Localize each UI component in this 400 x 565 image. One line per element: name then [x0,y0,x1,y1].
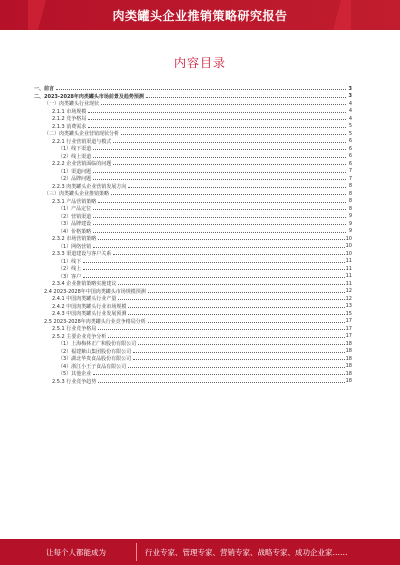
toc-entry-page: 12 [345,295,352,302]
toc-entry-page: 5 [348,123,352,130]
toc-entry[interactable] [34,370,352,378]
toc-entry-page: 18 [345,370,352,377]
toc-leader-dots [128,187,346,188]
toc-entry[interactable] [34,183,352,191]
footer-slogan-left: 让每个人都能成为 [46,548,106,557]
toc-entry[interactable] [34,115,352,123]
toc-entry-title: （4）浙江小王子食品有限公司 [58,363,127,370]
toc-leader-dots [138,344,344,345]
toc-entry[interactable] [34,145,352,153]
toc-entry[interactable] [34,93,352,101]
toc-entry-page: 18 [345,340,352,347]
toc-entry[interactable] [34,310,352,318]
toc-entry-page: 15 [345,310,352,317]
toc-entry-title: （2）线上 [58,266,82,273]
toc-entry-page: 8 [348,190,352,197]
toc-entry[interactable] [34,243,352,251]
toc-entry-page: 18 [345,355,352,362]
toc-entry-title: 2.1.3 消费需求 [52,123,87,130]
toc-entry-title: 2.1.2 竞争格局 [52,116,87,123]
toc-leader-dots [83,277,344,278]
toc-entry-title: （2）营销渠道 [58,213,92,220]
toc-entry-title: （3）客户 [58,273,82,280]
toc-entry[interactable] [34,333,352,341]
toc-heading: 内容目录 [173,56,226,70]
toc-entry-title: 2.1.1 市场规模 [52,108,87,115]
toc-leader-dots [93,217,346,218]
toc-leader-dots [93,374,344,375]
toc-entry-page: 6 [348,138,352,145]
toc-leader-dots [148,322,345,323]
toc-leader-dots [93,247,344,248]
toc-entry-title: 一、前言 [34,86,55,93]
toc-entry-page: 9 [348,228,352,235]
toc-entry-page: 11 [345,258,352,265]
toc-entry[interactable] [34,378,352,386]
toc-leader-dots [93,224,346,225]
toc-leader-dots [146,97,346,98]
toc-entry-title: 2.3.3 渠道建设与客户关系 [52,251,112,258]
toc-leader-dots [93,232,346,233]
toc-entry-page: 4 [348,100,352,107]
toc-entry-title: （2）品牌问题 [58,176,92,183]
toc-entry-title: 二、2023-2028年肉类罐头市场前景及趋势预测 [34,93,144,100]
toc-entry-page: 10 [345,243,352,250]
toc-leader-dots [98,382,344,383]
toc-entry[interactable] [34,205,352,213]
toc-leader-dots [88,112,346,113]
toc-entry-title: （2）福建紫山集团股份有限公司 [58,348,132,355]
toc-entry-title: 2.4.3 中国肉类罐头行业发展预测 [52,311,127,318]
toc-entry[interactable] [34,228,352,236]
toc-entry-page: 7 [348,175,352,182]
toc-entry-title: 2.2.3 肉类罐头企业营销发展方向 [52,183,127,190]
toc-entry-page: 5 [348,130,352,137]
toc-entry[interactable] [34,348,352,356]
toc-leader-dots [93,172,346,173]
toc-entry-page: 10 [345,235,352,242]
toc-entry[interactable] [34,318,352,326]
toc-entry-title: （4）价格策略 [58,228,92,235]
toc-leader-dots [133,352,344,353]
toc-entry-title: 2.3.4 企业推销策略实施建议 [52,281,117,288]
toc-entry-page: 6 [348,153,352,160]
toc-entry-page: 11 [345,273,352,280]
toc-entry[interactable] [34,123,352,131]
toc-entry-title: （2）线上渠道 [58,153,92,160]
toc-entry-title: （3）品牌建设 [58,221,92,228]
toc-entry[interactable] [34,168,352,176]
toc-entry-page: 17 [345,318,352,325]
footer-divider [136,543,137,561]
toc-entry-title: （1）产品定位 [58,206,92,213]
toc-entry-page: 17 [345,325,352,332]
toc-leader-dots [118,299,344,300]
toc-entry[interactable] [34,108,352,116]
toc-leader-dots [83,269,344,270]
toc-entry[interactable] [34,175,352,183]
toc-entry-page: 13 [345,303,352,310]
toc-leader-dots [148,292,345,293]
toc-entry-title: 2.2.2 企业营销面临的问题 [52,161,112,168]
toc-entry[interactable] [34,235,352,243]
toc-entry-page: 3 [348,85,352,92]
toc-entry-page: 9 [348,213,352,220]
toc-entry[interactable] [34,340,352,348]
toc-entry[interactable] [34,303,352,311]
toc-entry[interactable] [34,198,352,206]
toc-leader-dots [118,284,344,285]
toc-entry-title: （一）肉类罐头行业现状 [44,101,100,108]
toc-entry-page: 6 [348,145,352,152]
toc-entry[interactable] [34,130,352,138]
toc-entry-page: 18 [345,348,352,355]
toc-leader-dots [98,239,344,240]
toc-leader-dots [108,337,344,338]
toc-entry[interactable] [34,288,352,296]
toc-entry[interactable] [34,265,352,273]
report-title: 肉类罐头企业推销策略研究报告 [112,9,288,23]
toc-leader-dots [133,359,344,360]
toc-leader-dots [113,164,346,165]
toc-leader-dots [98,202,346,203]
toc-entry[interactable] [34,213,352,221]
table-of-contents [34,85,352,385]
toc-entry[interactable] [34,273,352,281]
toc-entry-title: （1）线下渠道 [58,146,92,153]
toc-entry-title: （1）线下 [58,258,82,265]
toc-leader-dots [88,127,346,128]
toc-entry[interactable] [34,363,352,371]
toc-entry[interactable] [34,100,352,108]
toc-entry[interactable] [34,280,352,288]
toc-entry-title: （1）渠道问题 [58,168,92,175]
toc-entry[interactable] [34,85,352,93]
toc-leader-dots [56,89,346,90]
toc-entry-page: 8 [348,205,352,212]
toc-leader-dots [128,314,344,315]
toc-leader-dots [121,134,346,135]
toc-entry-page: 4 [348,108,352,115]
toc-entry-title: （1）网络营销 [58,243,92,250]
toc-leader-dots [93,149,346,150]
toc-leader-dots [128,367,344,368]
footer-slogan-right: 行业专家、管理专家、营销专家、战略专家、成功企业家…… [145,548,348,557]
toc-entry-title: （二）肉类罐头企业营销现状分析 [44,131,120,138]
toc-entry-page: 17 [345,333,352,340]
toc-leader-dots [113,254,344,255]
toc-entry-page: 4 [348,115,352,122]
toc-leader-dots [93,179,346,180]
toc-leader-dots [113,142,346,143]
toc-entry-title: （三）肉类罐头企业推销策略 [44,191,110,198]
toc-entry-page: 12 [345,288,352,295]
toc-entry[interactable] [34,250,352,258]
toc-entry-title: 2.5.1 行业竞争格局 [52,326,97,333]
toc-entry-page: 18 [345,378,352,385]
toc-entry-page: 10 [345,250,352,257]
toc-entry-title: 2.4.2 中国肉类罐头行业市场规模 [52,303,127,310]
toc-entry[interactable] [34,160,352,168]
toc-leader-dots [93,157,346,158]
toc-leader-dots [98,329,344,330]
toc-entry-page: 3 [348,93,352,100]
toc-entry-page: 8 [348,183,352,190]
toc-entry[interactable] [34,153,352,161]
toc-entry-title: 2.2.1 行业营销渠道与模式 [52,138,112,145]
toc-entry[interactable] [34,190,352,198]
toc-entry-page: 18 [345,363,352,370]
toc-entry-title: 2.3.2 市场营销策略 [52,236,97,243]
toc-entry-page: 11 [345,280,352,287]
toc-entry-title: （3）湖北华贵食品股份有限公司 [58,356,132,363]
toc-entry[interactable] [34,220,352,228]
toc-entry-title: 2.4 2023-2028年中国肉类罐头市场规模预测 [44,288,146,295]
toc-entry-title: （1）上海梅林正广和股份有限公司 [58,341,137,348]
toc-entry[interactable] [34,295,352,303]
toc-entry[interactable] [34,325,352,333]
toc-leader-dots [101,104,346,105]
toc-entry-page: 9 [348,220,352,227]
toc-entry[interactable] [34,355,352,363]
toc-entry-title: 2.5.3 行业竞争趋势 [52,378,97,385]
toc-entry-title: 2.4.1 中国肉类罐头行业产量 [52,296,117,303]
toc-leader-dots [83,262,344,263]
toc-entry-title: （5）其他企业 [58,371,92,378]
toc-leader-dots [111,194,346,195]
report-header-bar [0,0,400,30]
toc-leader-dots [128,307,344,308]
toc-entry-page: 8 [348,198,352,205]
toc-entry-title: 2.5 2023-2028年肉类罐头行业竞争格局分析 [44,318,146,325]
toc-entry-page: 11 [345,265,352,272]
toc-entry-page: 7 [348,168,352,175]
toc-entry[interactable] [34,258,352,266]
toc-entry-title: 2.3.1 产品营销策略 [52,198,97,205]
toc-leader-dots [93,209,346,210]
toc-entry-title: 2.5.2 主要企业竞争分析 [52,333,107,340]
toc-entry[interactable] [34,138,352,146]
toc-leader-dots [88,119,346,120]
footer-bar [0,539,400,565]
toc-entry-page: 6 [348,160,352,167]
